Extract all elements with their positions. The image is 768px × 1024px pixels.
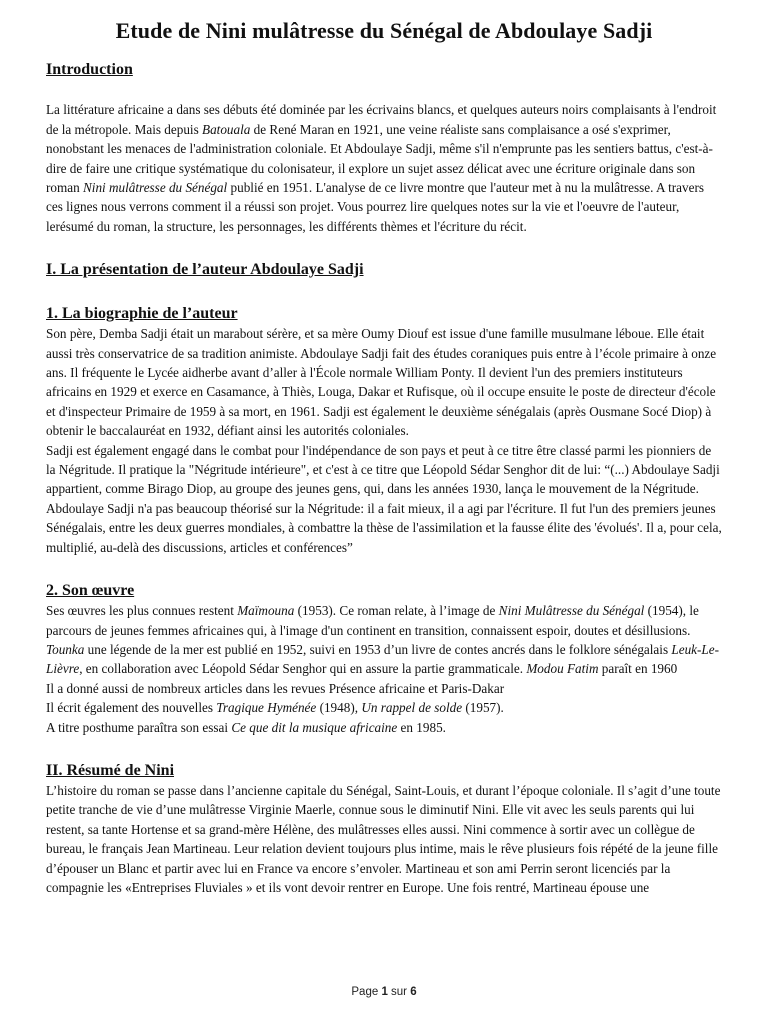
page-footer: Page 1 sur 6 (351, 986, 417, 998)
heading-section-1: I. La présentation de l’auteur Abdoulaye Sadji (46, 261, 364, 279)
heading-oeuvre: 2. Son œuvre (46, 582, 135, 600)
document-page (46, 14, 722, 897)
oeuvre-paragraph-4: A titre posthume paraîtra son essai Ce que dit la musique africaine en 1985. (46, 719, 446, 735)
document-title: Etude de Nini mulâtresse du Sénégal de Abdoulaye Sadji (115, 18, 653, 43)
oeuvre-paragraph-2: Il a donné aussi de nombreux articles dans les revues Présence africaine et Paris-Dakar (46, 680, 505, 696)
resume-paragraph: L’histoire du roman se passe dans l’ancienne capitale du Sénégal, Saint-Louis, et durant l’époque coloniale. Il s’agit d’une toute petite tranche de vie d’une mulâtresse Virginie Maerle, connue sous le diminutif Nini. Elle vit avec les seuls parents qui lui restent, sa tante Hortense et sa grand-mère Hélène, des mulâtresses elles aussi. Nini commence à sortir avec un collègue de bureau, le français Jean Martineau. Leur relation devient toujours plus intime, mais le rêve plusieurs fois répété de la jeune fille d’épouser un Blanc et partir avec lui en France va encore s’envoler. Martineau et son ami Perrin seront licenciés par la compagnie les «Entreprises Fluviales » et ils vont devoir rentrer en Europe. Une fois rentré, Martineau épouse une (46, 782, 721, 895)
page-number: 1 (381, 986, 388, 998)
heading-introduction: Introduction (46, 61, 133, 79)
bio-paragraph-1: Son père, Demba Sadji était un marabout sérère, et sa mère Oumy Diouf est issue d'une famille musulmane léboue. Elle était aussi très conservatrice de sa tradition animiste. Abdoulaye Sadji fait des études coraniques puis entre à l’école primaire à onze ans. Il fréquente le Lycée aidherbe avant d’aller à l'École normale William Ponty. Il devient l'un des premiers instituteurs africains en 1929 et exerce en Casamance, à Thiès, Louga, Dakar et Rufisque, où il occupe ensuite le poste de directeur d'école et d'inspecteur Primaire de 1959 à sa mort, en 1961. Sadji est également le deuxième sénégalais (après Ousmane Socé Diop) à obtenir le baccalauréat en 1932, défiant ainsi les autorités coloniales. (46, 326, 717, 439)
bio-paragraph-2: Sadji est également engagé dans le combat pour l'indépendance de son pays et peut à ce titre être classé parmi les pionniers de la Négritude. Il pratique la "Négritude intérieure", et c'est à ce titre que Léopold Sédar Senghor dit de lui: “(...) Abdoulaye Sadji appartient, comme Birago Diop, au groupe des jeunes gens, qui, dans les années 1930, lança le mouvement de la Négritude. Abdoulaye Sadji n'a pas beaucoup théorisé sur la Négritude: il a fait mieux, il a agi par l'écriture. Il fut l'un des premiers jeunes Sénégalais, entre les deux guerres mondiales, à combattre la thèse de l'assimilation et la fausse élite des 'évolués'. Il a, pour cela, multiplié, au-delà des discussions, articles et conférences” (46, 442, 722, 555)
oeuvre-paragraph-3: Il écrit également des nouvelles Tragique Hyménée (1948), Un rappel de solde (1957). (46, 700, 504, 716)
intro-paragraph: La littérature africaine a dans ses débuts été dominée par les écrivains blancs, et quelques auteurs noirs complaisants à l'endroit de la métropole. Mais depuis Batouala de René Maran en 1921, une veine réaliste sans complaisance a osé s'exprimer, nonobstant les menaces de l'administration coloniale. Et Abdoulaye Sadji, même s'il n'emprunte pas les sentiers battus, c'est-à-dire de faire une critique systématique du colonisateur, il explore un sujet assez délicat avec une écriture originale dans son roman Nini mulâtresse du Sénégal publié en 1951. L'analyse de ce livre montre que l'auteur met à nu la mulâtresse. A travers ces lignes nous verrons comment il a réussi son projet. Vous pourrez lire quelques notes sur la vie et l'oeuvre de l'auteur, lerésumé du roman, la structure, les personnages, les différents thèmes et l'écriture du récit. (46, 102, 717, 234)
page-total: 6 (410, 986, 417, 998)
heading-biographie: 1. La biographie de l’auteur (46, 305, 238, 323)
heading-section-2: II. Résumé de Nini (46, 761, 175, 779)
oeuvre-paragraph-1: Ses œuvres les plus connues restent Maïmouna (1953). Ce roman relate, à l’image de Nini Mulâtresse du Sénégal (1954), le parcours de jeunes femmes africaines qui, à l'image d'un continent en transition, connaissent espoir, doutes et désillusions. Tounka une légende de la mer est publié en 1952, suivi en 1953 d’un livre de contes ancrés dans le folklore sénégalais Leuk-Le-Lièvre, en collaboration avec Léopold Sédar Senghor qui en assure la partie grammaticale. Modou Fatim paraît en 1960 (46, 603, 719, 677)
